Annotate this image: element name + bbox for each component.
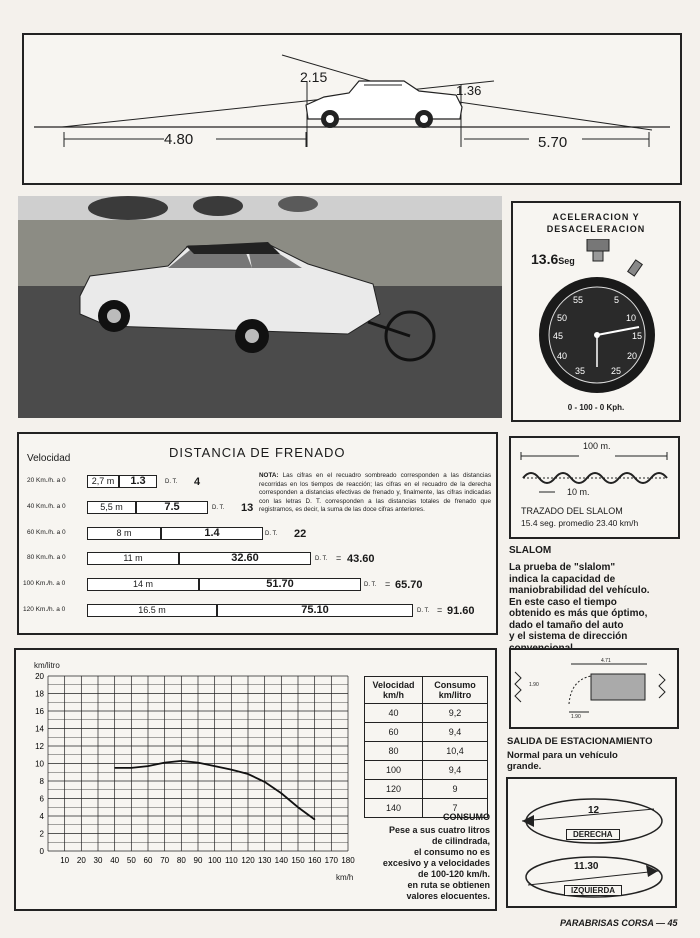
slalom-caption2: 15.4 seg. promedio 23.40 km/h <box>521 518 639 528</box>
slalom-body-line: indica la capacidad de <box>509 573 616 585</box>
front-height-label: 2.15 <box>300 69 328 85</box>
data-point <box>147 766 148 767</box>
braking-value: 51.70 <box>266 578 294 590</box>
x-tick-label: 40 <box>110 856 120 865</box>
table-row <box>365 742 488 761</box>
total-value: 22 <box>294 528 307 540</box>
right-turn-label: DERECHA <box>566 829 620 840</box>
data-point <box>114 767 115 768</box>
braking-bar <box>179 552 311 565</box>
accel-time-unit: Seg <box>558 256 575 266</box>
braking-bar <box>217 604 413 617</box>
table-row <box>365 723 488 742</box>
data-point <box>231 769 232 770</box>
y-tick-label: 2 <box>39 829 44 839</box>
dial-50: 50 <box>557 313 568 323</box>
dial-45: 45 <box>553 331 564 341</box>
car-profile <box>306 81 462 128</box>
slalom-body-line: obtenido es más que óptimo, <box>509 608 648 619</box>
reaction-value: 5,5 m <box>100 502 123 512</box>
side-profile-diagram <box>22 33 682 185</box>
stopwatch-icon <box>513 239 679 399</box>
car-photo <box>18 196 502 418</box>
y-tick-label: 10 <box>35 759 44 769</box>
dt-label: D. T. <box>212 505 225 511</box>
row-speed: 80 Km./h. a 0 <box>27 554 66 561</box>
total-value: 4 <box>194 476 201 488</box>
publication-name: PARABRISAS CORSA <box>560 918 654 928</box>
acceleration-panel <box>511 201 681 422</box>
y-tick-label: 18 <box>35 689 44 699</box>
consumption-panel <box>14 648 497 911</box>
slalom-text <box>509 545 694 654</box>
reaction-value: 2,7 m <box>91 476 115 486</box>
y-tick-label: 14 <box>35 724 44 734</box>
data-point <box>131 767 132 768</box>
dial-5: 5 <box>614 295 620 305</box>
data-point <box>297 807 298 808</box>
braking-bar <box>161 527 263 540</box>
dt-label: D. T. <box>265 531 278 537</box>
reaction-bar <box>87 578 199 591</box>
braking-value: 32.60 <box>231 552 259 564</box>
slalom-length: 100 m. <box>583 441 611 451</box>
parking-drawing <box>511 650 677 727</box>
slalom-diagram <box>509 436 680 539</box>
consumption-body-line: de cilindrada, <box>431 836 490 846</box>
parking-text <box>507 736 695 772</box>
x-tick-label: 120 <box>241 856 255 865</box>
accel-time-value: 13.6 <box>531 251 559 267</box>
consumption-table <box>364 676 488 818</box>
x-tick-label: 50 <box>126 856 136 865</box>
table-row <box>365 780 488 799</box>
reaction-value: 8 m <box>116 528 132 538</box>
total-value: 65.70 <box>395 579 423 591</box>
slalom-body-line: En este caso el tiempo <box>509 596 617 608</box>
table-cell: 60 <box>365 723 423 742</box>
data-point <box>247 773 248 774</box>
park-gap: 1.90 <box>571 714 581 720</box>
park-depth: 1.90 <box>529 682 539 688</box>
slalom-caption1: TRAZADO DEL SLALOM <box>521 506 623 516</box>
consumption-body-line: de 100-120 km/h. <box>417 869 490 879</box>
consumption-body-line: Pese a sus cuatro litros <box>388 825 490 835</box>
row-speed: 20 Km./h. a 0 <box>27 477 66 484</box>
table-cell: 120 <box>365 780 423 799</box>
table-cell: 7 <box>423 799 488 818</box>
row-speed: 60 Km./h. a 0 <box>27 529 66 536</box>
total-value: 43.60 <box>347 553 375 565</box>
x-tick-label: 130 <box>257 856 272 865</box>
dial-40: 40 <box>557 351 568 361</box>
braking-bar <box>119 475 157 488</box>
braking-value: 75.10 <box>301 604 329 616</box>
front-distance-label: 4.80 <box>164 131 194 148</box>
row-speed: 40 Km./h. a 0 <box>27 503 66 510</box>
data-point <box>314 819 315 820</box>
consumption-body-line: excesivo y a velocidades <box>382 858 490 868</box>
velocity-heading: Velocidad <box>27 453 71 464</box>
data-point <box>164 762 165 763</box>
data-point <box>264 781 265 782</box>
row-speed: 100 Km./h. a 0 <box>23 580 66 587</box>
x-tick-label: 10 <box>60 856 70 865</box>
y-tick-label: 16 <box>35 707 44 716</box>
row-speed: 120 Km./h. a 0 <box>23 606 66 613</box>
x-tick-label: 70 <box>160 856 170 865</box>
x-tick-label: 110 <box>224 856 238 865</box>
equals-sign: = <box>336 553 342 563</box>
table-cell: 10,4 <box>423 742 488 761</box>
page-number: — 45 <box>656 918 678 928</box>
y-tick-label: 4 <box>39 812 44 821</box>
parking-title: SALIDA DE ESTACIONAMIENTO <box>507 736 653 747</box>
table-cell: 140 <box>365 799 423 818</box>
braking-bar <box>136 501 208 514</box>
parking-body-line: Normal para un vehículo <box>507 750 618 761</box>
dial-35: 35 <box>575 366 586 376</box>
equals-sign: = <box>437 605 443 615</box>
table-cell: 9,2 <box>423 704 488 723</box>
accel-range: 0 - 100 - 0 Kph. <box>567 403 625 412</box>
total-value: 13 <box>241 502 254 514</box>
parking-body-line: grande. <box>507 761 542 772</box>
table-row <box>365 704 488 723</box>
consumption-body-line: en ruta se obtienen <box>407 880 490 890</box>
data-point <box>281 793 282 794</box>
consumption-chart <box>20 672 360 872</box>
x-tick-label: 100 <box>207 856 222 865</box>
x-tick-label: 30 <box>93 856 103 865</box>
reaction-value: 14 m <box>132 579 153 589</box>
data-point <box>197 762 198 763</box>
x-tick-label: 180 <box>341 856 355 865</box>
dial-15: 15 <box>632 331 643 341</box>
data-point <box>214 766 215 767</box>
consumption-body-line: el consumo no es <box>413 847 490 857</box>
right-turn-value: 12 <box>588 805 600 816</box>
x-tick-label: 160 <box>307 856 322 865</box>
slalom-body-line: La prueba de "slalom" <box>509 562 616 573</box>
slalom-title: SLALOM <box>509 545 552 556</box>
dt-label: D. T. <box>315 556 328 562</box>
x-tick-label: 20 <box>76 856 86 865</box>
braking-distance-panel <box>17 432 498 635</box>
table-row <box>365 761 488 780</box>
slalom-gap: 10 m. <box>567 487 590 497</box>
dial-55: 55 <box>573 295 584 305</box>
park-width: 4.71 <box>601 658 611 664</box>
x-tick-label: 150 <box>291 856 305 865</box>
slalom-body-line: maniobrabilidad del vehículo. <box>509 585 650 596</box>
y-axis-unit: km/litro <box>34 661 60 670</box>
table-header-consumption: Consumo km/litro <box>423 677 488 704</box>
table-cell: 80 <box>365 742 423 761</box>
table-cell: 9,4 <box>423 761 488 780</box>
dt-label: D. T. <box>165 479 178 485</box>
table-cell: 9,4 <box>423 723 488 742</box>
equals-sign: = <box>385 579 391 589</box>
left-turn-label: IZQUIERDA <box>564 885 622 896</box>
x-axis-unit: km/h <box>336 873 354 882</box>
footer-publication <box>560 918 678 928</box>
braking-title: DISTANCIA DE FRENADO <box>169 445 346 460</box>
braking-value: 7.5 <box>164 501 180 513</box>
y-tick-label: 6 <box>39 794 44 804</box>
dial-20: 20 <box>627 351 638 361</box>
reaction-bar <box>87 501 136 514</box>
dt-label: D. T. <box>364 582 377 588</box>
table-header-speed: Velocidad km/h <box>365 677 423 704</box>
reaction-bar <box>87 475 119 488</box>
table-cell: 9 <box>423 780 488 799</box>
note-label: NOTA: <box>259 472 279 479</box>
x-tick-label: 90 <box>193 856 203 865</box>
consumption-text <box>366 812 490 902</box>
rear-height-label: 1.36 <box>456 83 482 98</box>
slalom-body-line: y el sistema de dirección <box>509 631 628 642</box>
table-cell: 100 <box>365 761 423 780</box>
y-tick-label: 12 <box>35 742 44 751</box>
y-tick-label: 8 <box>39 777 44 786</box>
braking-value: 1.4 <box>204 527 220 539</box>
y-tick-label: 20 <box>35 672 44 681</box>
consumption-body-line: valores elocuentes. <box>406 891 490 901</box>
dial-25: 25 <box>611 366 622 376</box>
parking-diagram <box>509 648 679 729</box>
accel-title-line2: DESACELERACION <box>546 224 646 234</box>
x-tick-label: 170 <box>324 856 339 865</box>
reaction-bar <box>87 604 217 617</box>
reaction-bar <box>87 552 179 565</box>
table-cell: 40 <box>365 704 423 723</box>
x-tick-label: 60 <box>143 856 153 865</box>
reaction-value: 16.5 m <box>138 605 166 615</box>
total-value: 91.60 <box>447 605 475 617</box>
car-photo-illustration <box>18 196 502 418</box>
slalom-body-line: dado el tamaño del auto <box>509 619 624 631</box>
dt-label: D. T. <box>417 608 430 614</box>
braking-bar <box>199 578 361 591</box>
x-tick-label: 140 <box>274 856 289 865</box>
left-turn-value: 11.30 <box>574 861 599 872</box>
x-tick-label: 80 <box>176 856 186 865</box>
braking-note <box>259 472 491 515</box>
braking-value: 1.3 <box>130 475 146 487</box>
data-point <box>181 760 182 761</box>
turning-circle-panel <box>506 777 677 908</box>
rear-distance-label: 5.70 <box>538 134 568 151</box>
consumption-title: CONSUMO <box>443 812 490 822</box>
reaction-bar <box>87 527 161 540</box>
reaction-value: 11 m <box>123 553 143 563</box>
visibility-lines <box>24 35 680 183</box>
note-text: Las cifras en el recuadro sombreado corresponden a las distancias recorridas en los tiempos de reacción; las cifras en el recuadro de la derecha corresponden a distancias efectivas de frenado y, finalmente, las cifras indicadas con las letras D. T. corresponden a las distancias totales de frenado que registramos, es decir, la suma de las doce cifras anteriores. <box>259 472 492 513</box>
dial-10: 10 <box>626 313 637 323</box>
accel-title-line1: ACELERACION Y <box>552 212 640 222</box>
y-tick-label: 0 <box>39 847 44 856</box>
